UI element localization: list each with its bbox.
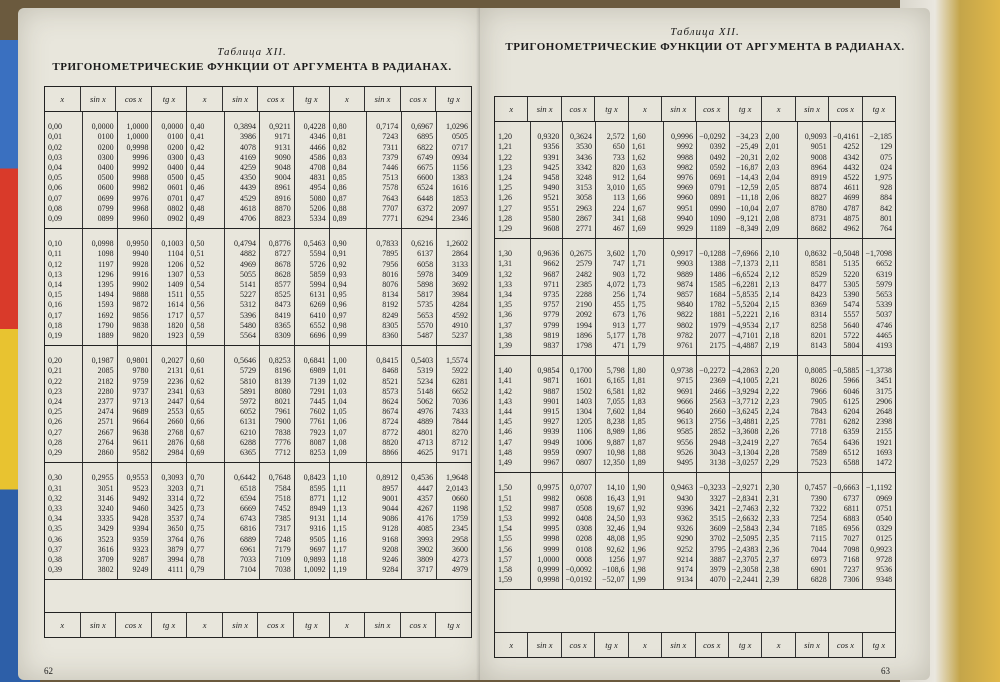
right-trig-table: [494, 96, 896, 658]
argument-column: 0,40 0,41 0,42 0,43 0,44 0,45 0,46 0,47 0,48 0,49: [187, 112, 225, 228]
table-title: ТРИГОНОМЕТРИЧЕСКИЕ ФУНКЦИИ ОТ АРГУМЕНТА В РАДИАНАХ.: [52, 61, 452, 73]
column-header: sin x: [365, 87, 401, 111]
column-header: tg x: [872, 104, 886, 114]
column-footer: tg x: [595, 633, 628, 657]
value-column: 0,9211 9171 9131 9090 9048 9004 8961 8916 8870 8823: [260, 112, 295, 228]
argument-column: 1,90 1,91 1,92 1,93 1,94 1,95 1,96 1,97 1,98 1,99: [629, 473, 665, 589]
value-column: 0,8776 8727 8678 8628 8577 8525 8473 8419 8365 8309: [260, 229, 295, 345]
table-label: Таблица XII.: [670, 26, 740, 38]
table-block: [45, 229, 471, 346]
value-column: −2,185 129 075 024 1,975 928 884 842 801 764: [869, 132, 893, 234]
left-page: [18, 8, 486, 680]
value-column: 0,8632 8581 8529 8477 8423 8369 8314 8258 8201 8143: [798, 239, 831, 355]
column-footer: sin x: [223, 613, 259, 637]
value-column: 0,0707 0608 0508 0408 0308 0208 0108 0008 −0,0092 −0,0192: [563, 473, 596, 589]
value-column: 0,3093 3203 3314 3425 3537 3650 3764 3879 3994 4111: [152, 463, 187, 579]
column-footer: cos x: [562, 633, 595, 657]
argument-column: 2,20 2,21 2,22 2,23 2,24 2,25 2,26 2,27 2,28 2,29: [762, 356, 798, 472]
value-column: −2,9271 −2,8341 −2,7463 −2,6632 −2,5843 −2,5095 −2,4383 −2,3705 −2,3058 −2,2441: [730, 473, 763, 589]
table-label: Таблица XII.: [217, 46, 287, 58]
table-block: [495, 122, 895, 239]
value-column: 0,8415 8468 8521 8573 8624 8674 8724 8772 8820 8866: [367, 346, 402, 462]
value-column: 0,3624 3530 3436 3342 3248 3153 3058 2963 2867 2771: [563, 122, 596, 238]
value-column: 0,9975 9982 9987 9992 9995 9998 9999 1,0000 0,9999 0,9998: [531, 473, 564, 589]
value-column: 0,6442 6518 6594 6669 6743 6816 6889 6961 7033 7104: [225, 463, 260, 579]
value-column: 0,7833 7895 7956 8016 8076 8134 8192 8249 8305 8360: [367, 229, 402, 345]
column-header: x: [187, 87, 223, 111]
value-column: 0,9854 9871 9887 9901 9915 9927 9939 9949 9959 9967: [531, 356, 564, 472]
argument-column: 1,50 1,51 1,52 1,53 1,54 1,55 1,56 1,57 1,58 1,59: [495, 473, 531, 589]
column-footer: cos x: [401, 613, 437, 637]
value-column: 14,10 16,43 19,67 24,50 32,46 48,08 92,62 1256 −108,6 −52,07: [596, 473, 629, 589]
column-header: cos x: [696, 97, 729, 121]
argument-column: 1,70 1,71 1,72 1,73 1,74 1,75 1,76 1,77 1,78 1,79: [629, 239, 665, 355]
column-header: x: [45, 87, 81, 111]
value-column: 0,9996 9992 9988 9982 9976 9969 9960 9951 9940 9929: [664, 122, 697, 238]
value-column: 0,7457 7390 7322 7254 7185 7115 7044 6973 6901 6828: [798, 473, 831, 589]
value-column: 0,9738 9715 9691 9666 9640 9613 9585 9556 9526 9495: [664, 356, 697, 472]
value-column: 0,5403 5319 5234 5148 5062 4976 4889 4801 4713 4625: [402, 346, 437, 462]
table-block: [495, 356, 895, 473]
column-footer: sin x: [796, 633, 829, 657]
argument-column: 0,60 0,61 0,62 0,63 0,64 0,65 0,66 0,67 0,68 0,69: [187, 346, 225, 462]
table-header-row: [495, 97, 895, 122]
value-column: 3,602 747 903 4,072 256 455 673 913 5,177 471: [596, 239, 629, 355]
value-column: −1,3738 3451 3175 2906 2648 2398 2155 1921 1693 1472: [865, 366, 893, 468]
value-column: 0,8085 8026 7966 7905 7843 7781 7718 7654 7589 7523: [798, 356, 831, 472]
value-column: 1,0000 1,0000 0,9998 9996 9992 9988 9982 9976 9968 9960: [118, 112, 153, 228]
value-column: −7,6966 −7,1373 −6,6524 −6,2281 −5,8535 −5,5204 −5,2221 −4,9534 −4,7101 −4,4887: [730, 239, 763, 355]
column-header: tg x: [294, 87, 330, 111]
argument-column: 1,00 1,01 1,02 1,03 1,04 1,05 1,06 1,07 1,08 1,09: [330, 346, 368, 462]
column-header: x: [629, 97, 662, 121]
column-header: cos x: [258, 87, 294, 111]
argument-column: 1,10 1,11 1,12 1,13 1,14 1,15 1,16 1,17 1,18 1,19: [330, 463, 368, 579]
column-footer: x: [187, 613, 223, 637]
value-column: 0,9320 9356 9391 9425 9458 9490 9521 9551 9580 9608: [531, 122, 564, 238]
value-column: −0,3233 3327 3421 3515 3609 3702 3795 3887 3979 4070: [697, 473, 730, 589]
table-block: [45, 112, 471, 229]
column-header: tg x: [152, 87, 188, 111]
column-footer: sin x: [528, 633, 561, 657]
value-column: 0,4536 4447 4357 4267 4176 4085 3993 3902 3809 3717: [402, 463, 437, 579]
column-header: cos x: [401, 87, 437, 111]
table-header-row: [45, 87, 471, 112]
value-column: 0,9553 9523 9492 9460 9428 9394 9359 9323 9287 9249: [118, 463, 153, 579]
column-footer: cos x: [258, 613, 294, 637]
value-column: 0,6216 6137 6058 5978 5898 5817 5735 5653 5570 5487: [402, 229, 437, 345]
value-column: 0,5463 5594 5726 5859 5994 6131 6269 6410 6552 6696: [295, 229, 330, 345]
value-column: 0,7174 7243 7311 7379 7446 7513 7578 7643 7707 7771: [367, 112, 402, 228]
argument-column: 2,30 2,31 2,32 2,33 2,34 2,35 2,36 2,37 2,38 2,39: [762, 473, 798, 589]
argument-column: 0,70 0,71 0,72 0,73 0,74 0,75 0,76 0,77 0,78 0,79: [187, 463, 225, 579]
value-column: −0,2272 2369 2466 2563 2660 2756 2852 2948 3043 3138: [697, 356, 730, 472]
left-trig-table: [44, 86, 472, 638]
value-column: 0,8912 8957 9001 9044 9086 9128 9168 9208 9246 9284: [367, 463, 402, 579]
value-column: 0,9463 9430 9396 9362 9326 9290 9252 9214 9174 9134: [664, 473, 697, 589]
column-header: x: [762, 97, 795, 121]
table-block: [495, 239, 895, 356]
column-footer: tg x: [294, 613, 330, 637]
value-column: 5,798 6,165 6,581 7,055 7,602 8,238 8,989 9,887 10,98 12,350: [596, 356, 629, 472]
argument-column: 1,30 1,31 1,32 1,33 1,34 1,35 1,36 1,37 1,38 1,39: [495, 239, 531, 355]
value-column: −0,1288 1388 1486 1585 1684 1782 1881 1979 2077 2175: [697, 239, 730, 355]
column-header: sin x: [528, 97, 561, 121]
column-footer: cos x: [696, 633, 729, 657]
value-column: −1,1192 0969 0751 0540 0329 0125 0,9923 9728 9536 9348: [865, 483, 893, 585]
column-header: cos x: [562, 97, 595, 121]
column-footer: x: [762, 633, 795, 657]
value-column: 0,2955 3051 3146 3240 3335 3429 3523 3616 3709 3802: [83, 463, 118, 579]
value-column: 0,6841 6989 7139 7291 7445 7602 7761 7923 8087 8253: [295, 346, 330, 462]
value-column: 0,1987 2085 2182 2280 2377 2474 2571 2667 2764 2860: [83, 346, 118, 462]
argument-column: 0,10 0,11 0,12 0,13 0,14 0,15 0,16 0,17 0,18 0,19: [45, 229, 83, 345]
column-footer: x: [330, 613, 366, 637]
column-footer: tg x: [152, 613, 188, 637]
value-column: −0,0292 0392 0492 0592 0691 0791 0891 0990 1090 1189: [697, 122, 730, 238]
column-header: tg x: [447, 94, 460, 104]
value-column: 0,0000 0100 0200 0300 0400 0500 0601 0701 0802 0902: [152, 112, 187, 228]
left-page-header: [18, 46, 486, 73]
column-footer: tg x: [447, 619, 460, 630]
column-header: tg x: [595, 97, 628, 121]
value-column: 0,9093 9051 9008 8964 8919 8874 8827 8780 8731 8682: [798, 122, 831, 238]
argument-column: 0,50 0,51 0,52 0,53 0,54 0,55 0,56 0,57 0,58 0,59: [187, 229, 225, 345]
value-column: −0,6663 6737 6811 6883 6956 7027 7098 7168 7237 7306: [831, 473, 864, 589]
table-block: [45, 346, 471, 463]
argument-column: 1,60 1,61 1,62 1,63 1,64 1,65 1,66 1,67 1,68 1,69: [629, 122, 665, 238]
value-column: −0,5048 5135 5220 5305 5390 5474 5557 5640 5722 5804: [831, 239, 864, 355]
column-header: tg x: [729, 97, 762, 121]
argument-column: 0,90 0,91 0,92 0,93 0,94 0,95 0,96 0,97 0,98 0,99: [330, 229, 368, 345]
value-column: −1,7098 6652 6319 5979 5653 5339 5037 4746 4465 4193: [865, 249, 893, 351]
value-column: 1,0296 0505 0717 0934 1156 1383 1616 1853 2097 2346: [445, 122, 468, 224]
argument-column: 2,10 2,11 2,12 2,13 2,14 2,15 2,16 2,17 2,18 2,19: [762, 239, 798, 355]
value-column: 0,7648 7584 7518 7452 7385 7317 7248 7179 7109 7038: [260, 463, 295, 579]
column-footer: sin x: [365, 613, 401, 637]
column-footer: cos x: [116, 613, 152, 637]
value-column: 1,2602 2864 3133 3409 3692 3984 4284 4592 4910 5237: [445, 239, 468, 341]
table-title: ТРИГОНОМЕТРИЧЕСКИЕ ФУНКЦИИ ОТ АРГУМЕНТА В РАДИАНАХ.: [505, 41, 905, 53]
value-column: −0,5885 5966 6046 6125 6204 6282 6359 6436 6512 6588: [831, 356, 864, 472]
page-number: 63: [881, 666, 890, 676]
value-column: −34,23 −25,49 −20,31 −16,87 −14,43 −12,59 −11,18 −10,04 −9,121 −8,349: [730, 122, 763, 238]
value-column: 0,9801 9780 9759 9737 9713 9689 9664 9638 9611 9582: [118, 346, 153, 462]
column-header: x: [330, 87, 366, 111]
value-column: 2,572 650 733 820 912 3,010 113 224 341 467: [596, 122, 629, 238]
value-column: 0,2675 2579 2482 2385 2288 2190 2092 1994 1896 1798: [563, 239, 596, 355]
column-footer: x: [45, 613, 81, 637]
column-header: sin x: [223, 87, 259, 111]
column-header: cos x: [116, 87, 152, 111]
table-block: [45, 463, 471, 580]
value-column: 0,4228 4346 4466 4586 4708 4831 4954 5080 5206 5334: [295, 112, 330, 228]
value-column: 0,9917 9903 9889 9874 9857 9840 9822 9802 9782 9761: [664, 239, 697, 355]
value-column: −4,2863 −4,1005 −3,9294 −3,7712 −3,6245 −3,4881 −3,3608 −3,2419 −3,1304 −3,0257: [730, 356, 763, 472]
value-column: 0,4794 4882 4969 5055 5141 5227 5312 5396 5480 5564: [225, 229, 260, 345]
value-column: 0,5646 5729 5810 5891 5972 6052 6131 6210 6288 6365: [225, 346, 260, 462]
column-footer: cos x: [829, 633, 862, 657]
table-block: [495, 473, 895, 590]
value-column: 1,5574 5922 6281 6652 7036 7433 7844 8270 8712 9171: [445, 356, 468, 458]
value-column: 0,2027 2131 2236 2341 2447 2553 2660 2768 2876 2984: [152, 346, 187, 462]
table-footer-row: [45, 612, 471, 637]
right-page-header: [480, 26, 930, 53]
column-footer: x: [495, 633, 528, 657]
value-column: 1,9648 2,0143 0660 1198 1759 2345 2958 3600 4273 4979: [445, 473, 468, 575]
argument-column: 0,80 0,81 0,82 0,83 0,84 0,85 0,86 0,87 0,88 0,89: [330, 112, 368, 228]
value-column: 0,3894 3986 4078 4169 4259 4350 4439 4529 4618 4706: [225, 112, 260, 228]
argument-column: 1,80 1,81 1,82 1,83 1,84 1,85 1,86 1,87 1,88 1,89: [629, 356, 665, 472]
argument-column: 2,00 2,01 2,02 2,03 2,04 2,05 2,06 2,07 2,08 2,09: [762, 122, 798, 238]
value-column: 0,6967 6895 6822 6749 6675 6600 6524 6448 6372 6294: [402, 112, 437, 228]
column-header: cos x: [829, 97, 862, 121]
value-column: 0,1003 1104 1206 1307 1409 1511 1614 1717 1820 1923: [152, 229, 187, 345]
column-footer: x: [629, 633, 662, 657]
column-footer: tg x: [872, 639, 886, 650]
argument-column: 1,40 1,41 1,42 1,43 1,44 1,45 1,46 1,47 1,48 1,49: [495, 356, 531, 472]
value-column: 0,9636 9662 9687 9711 9735 9757 9779 9799 9819 9837: [531, 239, 564, 355]
column-header: sin x: [796, 97, 829, 121]
argument-column: 1,20 1,21 1,22 1,23 1,24 1,25 1,26 1,27 1,28 1,29: [495, 122, 531, 238]
value-column: −0,4161 4252 4342 4432 4522 4611 4699 4787 4875 4962: [831, 122, 864, 238]
value-column: 0,0000 0100 0200 0300 0400 0500 0600 0699 0799 0899: [83, 112, 118, 228]
argument-column: 0,20 0,21 0,22 0,23 0,24 0,25 0,26 0,27 0,28 0,29: [45, 346, 83, 462]
value-column: 0,1700 1601 1502 1403 1304 1205 1106 1006 0907 0807: [563, 356, 596, 472]
column-footer: sin x: [81, 613, 117, 637]
column-footer: tg x: [729, 633, 762, 657]
column-header: x: [495, 97, 528, 121]
table-footer-row: [495, 632, 895, 657]
value-column: 0,0998 1098 1197 1296 1395 1494 1593 1692 1790 1889: [83, 229, 118, 345]
page-number: 62: [44, 666, 53, 676]
column-header: sin x: [81, 87, 117, 111]
column-footer: sin x: [662, 633, 695, 657]
value-column: 0,8253 8196 8139 8080 8021 7961 7900 7838 7776 7712: [260, 346, 295, 462]
right-page: [480, 8, 930, 680]
argument-column: 0,00 0,01 0,02 0,03 0,04 0,05 0,06 0,07 0,08 0,09: [45, 112, 83, 228]
value-column: 0,8423 8595 8771 8949 9131 9316 9505 9697 0,9893 1,0092: [295, 463, 330, 579]
column-header: sin x: [662, 97, 695, 121]
argument-column: 0,30 0,31 0,32 0,33 0,34 0,35 0,36 0,37 0,38 0,39: [45, 463, 83, 579]
value-column: 0,9950 9940 9928 9916 9902 9888 9872 9856 9838 9820: [118, 229, 153, 345]
